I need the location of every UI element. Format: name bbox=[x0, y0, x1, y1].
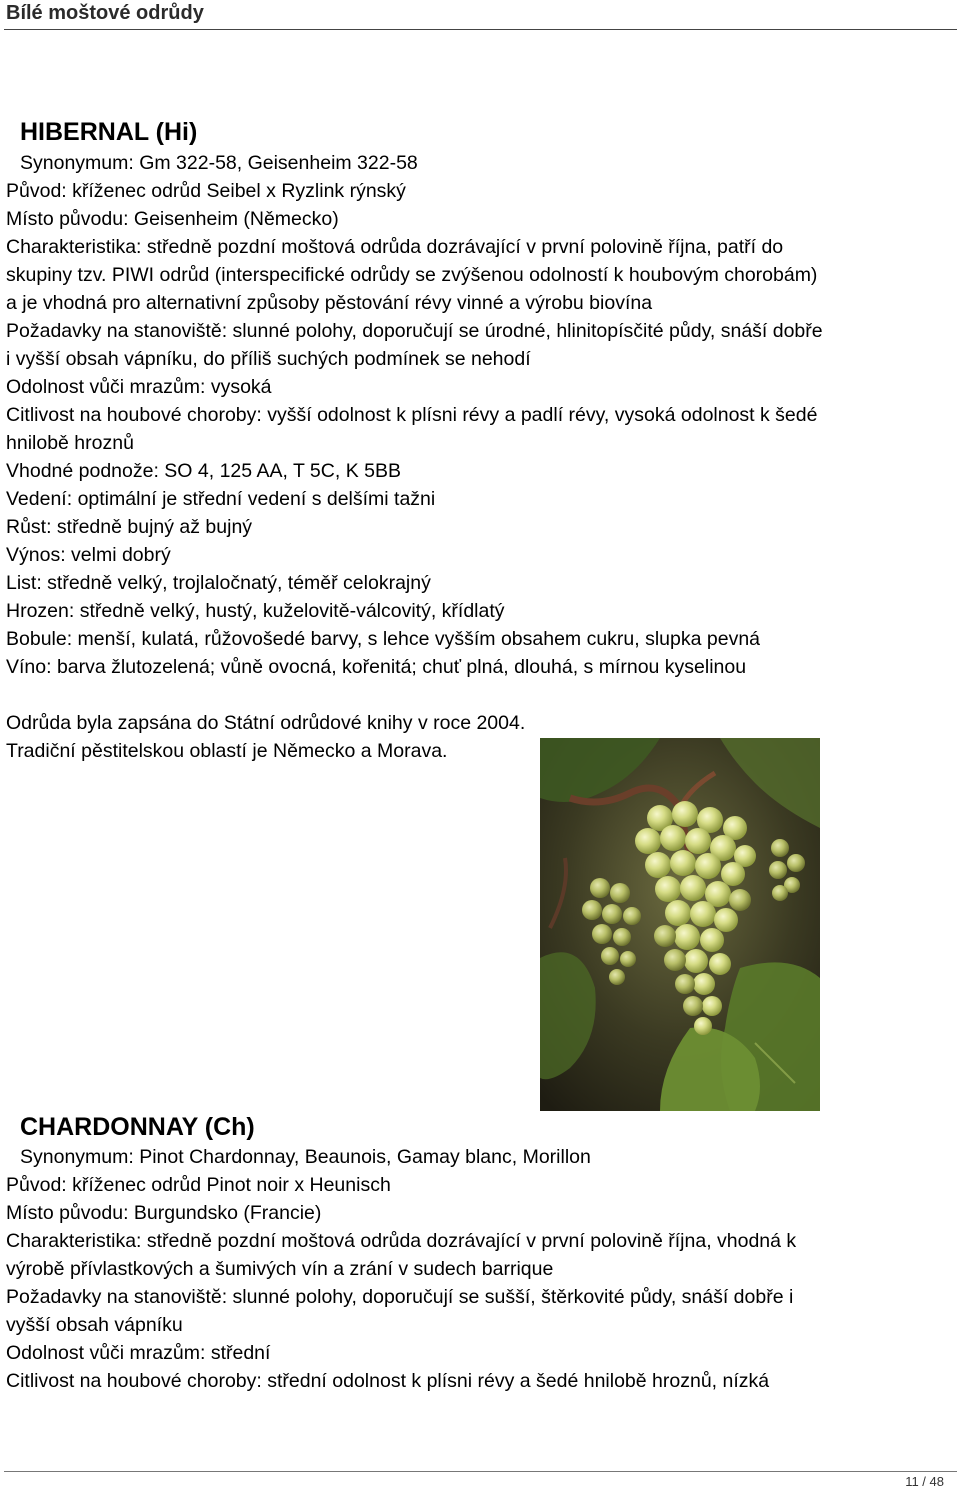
text-line: Citlivost na houbové choroby: střední odolnost k plísni révy a šedé hnilobě hroznů, nízká bbox=[6, 1370, 770, 1392]
text-line: Požadavky na stanoviště: slunné polohy, doporučují se úrodné, hlinitopísčité půdy, snáší dobře bbox=[6, 320, 823, 342]
text-line: Odrůda byla zapsána do Státní odrůdové knihy v roce 2004. bbox=[6, 712, 526, 734]
text-line: List: středně velký, trojlaločnatý, téměř celokrajný bbox=[6, 572, 431, 594]
section-heading-chardonnay: CHARDONNAY (Ch) bbox=[20, 1113, 255, 1141]
section-notes-hibernal bbox=[6, 709, 525, 765]
text-line: Odolnost vůči mrazům: střední bbox=[6, 1342, 271, 1364]
text-line: Vedení: optimální je střední vedení s delšími tažni bbox=[6, 488, 436, 510]
text-line: Synonymum: Pinot Chardonnay, Beaunois, Gamay blanc, Morillon bbox=[20, 1146, 591, 1168]
text-line: Původ: kříženec odrůd Pinot noir x Heunisch bbox=[6, 1174, 391, 1196]
footer-divider bbox=[4, 1471, 957, 1472]
text-line: a je vhodná pro alternativní způsoby pěstování révy vinné a výrobu biovína bbox=[6, 292, 653, 314]
text-line: Požadavky na stanovištĕ: slunné polohy, doporučují se sušší, štěrkovité půdy, snáší dobře i bbox=[6, 1286, 794, 1308]
text-line: Místo původu: Geisenheim (Německo) bbox=[6, 208, 339, 230]
grape-cluster-photo bbox=[540, 738, 820, 1111]
text-line: Bobule: menší, kulatá, růžovošedé barvy, s lehce vyšším obsahem cukru, slupka pevná bbox=[6, 628, 761, 650]
text-line: Růst: středně bujný až bujný bbox=[6, 516, 253, 538]
section-heading-hibernal: HIBERNAL (Hi) bbox=[20, 118, 198, 146]
text-line: Víno: barva žlutozelená; vůně ovocná, kořenitá; chuť plná, dlouhá, s mírnou kyselinou bbox=[6, 656, 747, 678]
text-line: skupiny tzv. PIWI odrůd (interspecifické odrůdy se zvýšenou odolností k houbovým chorobám) bbox=[6, 264, 818, 286]
header-divider bbox=[4, 29, 957, 30]
text-line: vyšší obsah vápníku bbox=[6, 1314, 183, 1336]
text-line: Citlivost na houbové choroby: vyšší odolnost k plísni révy a padlí révy, vysoká odolnost k šedé bbox=[6, 404, 818, 426]
text-line: Hrozen: středně velký, hustý, kuželovitě-válcovitý, křídlatý bbox=[6, 600, 505, 622]
text-line: Výnos: velmi dobrý bbox=[6, 544, 171, 566]
text-line: Charakteristika: středně pozdní moštová odrůda dozrávající v první polovině října, vhodná k bbox=[6, 1230, 797, 1252]
text-line: i vyšší obsah vápníku, do příliš suchých podmínek se nehodí bbox=[6, 348, 531, 370]
text-line: Synonymum: Gm 322-58, Geisenheim 322-58 bbox=[20, 152, 418, 174]
text-line: Vhodné podnože: SO 4, 125 AA, T 5C, K 5BB bbox=[6, 460, 401, 482]
text-line: hnilobě hroznů bbox=[6, 432, 134, 454]
text-line: Odolnost vůči mrazům: vysoká bbox=[6, 376, 272, 398]
header-title: Bílé moštové odrůdy bbox=[6, 2, 204, 24]
text-line: výrobě přívlastkových a šumivých vín a zrání v sudech barrique bbox=[6, 1258, 554, 1280]
text-line: Místo původu: Burgundsko (Francie) bbox=[6, 1202, 322, 1224]
section-body-hibernal bbox=[6, 149, 823, 681]
text-line: Původ: kříženec odrůd Seibel x Ryzlink rýnský bbox=[6, 180, 406, 202]
text-line: Charakteristika: středně pozdní moštová odrůda dozrávající v první polovině října, patří do bbox=[6, 236, 784, 258]
page-number: 11 / 48 bbox=[905, 1474, 944, 1489]
text-line: Tradiční pěstitelskou oblastí je Německo a Morava. bbox=[6, 740, 448, 762]
section-body-chardonnay bbox=[6, 1143, 796, 1395]
